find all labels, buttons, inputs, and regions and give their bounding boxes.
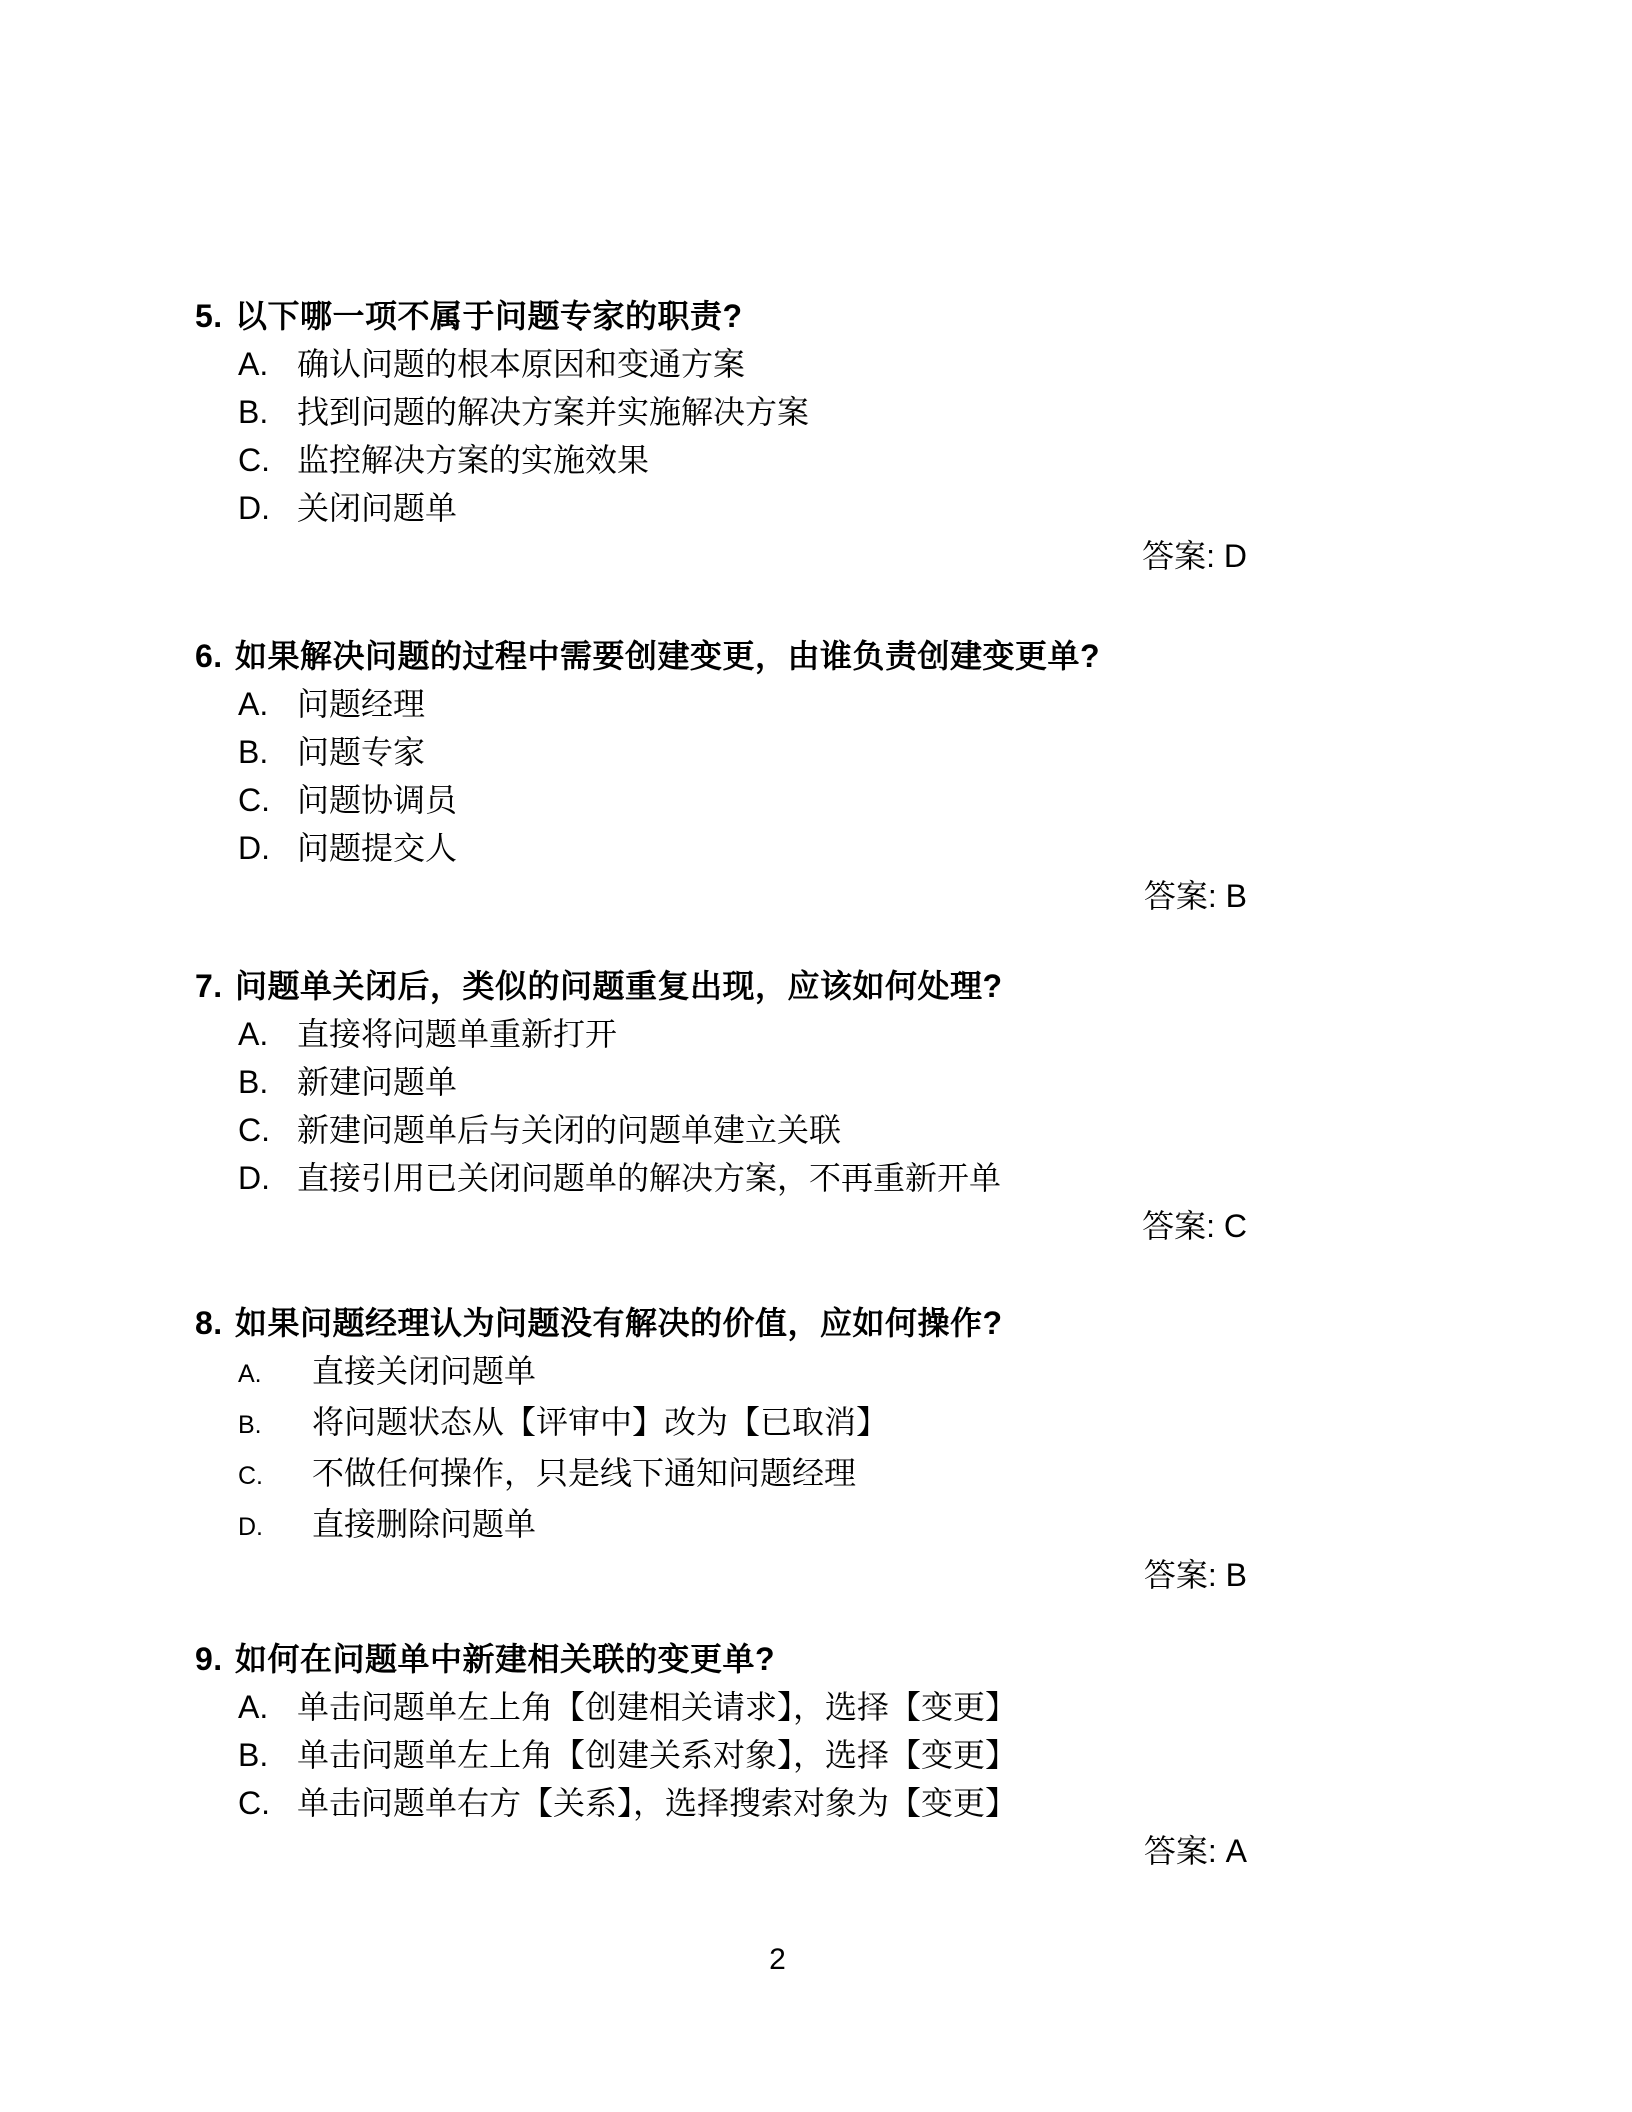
option-text: 问题专家 bbox=[297, 734, 426, 770]
question-title: 以下哪一项不属于问题专家的职责? bbox=[235, 298, 743, 334]
question-9 bbox=[195, 1635, 1247, 1875]
question-title-row bbox=[195, 292, 1247, 340]
option-text: 直接引用已关闭问题单的解决方案，不再重新开单 bbox=[297, 1160, 1002, 1196]
option-letter: D. bbox=[238, 830, 270, 866]
option-d bbox=[195, 1500, 1247, 1551]
option-b bbox=[195, 1398, 1247, 1449]
question-title: 如何在问题单中新建相关联的变更单? bbox=[235, 1641, 776, 1677]
question-number: 6. bbox=[195, 638, 223, 674]
option-a bbox=[195, 1683, 1247, 1731]
option-text: 直接关闭问题单 bbox=[312, 1353, 537, 1389]
option-letter: D. bbox=[238, 1513, 263, 1541]
option-letter: A. bbox=[238, 1689, 269, 1725]
option-letter: D. bbox=[238, 1160, 270, 1196]
option-letter: D. bbox=[238, 490, 270, 526]
option-b bbox=[195, 728, 1247, 776]
question-5 bbox=[195, 292, 1247, 580]
option-c bbox=[195, 1106, 1247, 1154]
option-letter: B. bbox=[238, 394, 269, 430]
option-text: 单击问题单右方【关系】，选择搜索对象为【变更】 bbox=[297, 1785, 1018, 1821]
option-letter: A. bbox=[238, 346, 269, 382]
option-letter: B. bbox=[238, 1411, 262, 1439]
option-letter: B. bbox=[238, 734, 269, 770]
page-number: 2 bbox=[769, 1943, 786, 1976]
question-number: 9. bbox=[195, 1641, 223, 1677]
option-text: 直接删除问题单 bbox=[312, 1506, 537, 1542]
answer-label: 答案: D bbox=[1142, 538, 1247, 574]
answer-label: 答案: C bbox=[1142, 1208, 1247, 1244]
option-text: 单击问题单左上角【创建相关请求】，选择【变更】 bbox=[297, 1689, 1018, 1725]
option-text: 新建问题单 bbox=[297, 1064, 458, 1100]
option-text: 确认问题的根本原因和变通方案 bbox=[297, 346, 746, 382]
question-title-row bbox=[195, 962, 1247, 1010]
option-letter: C. bbox=[238, 1785, 270, 1821]
answer-label: 答案: B bbox=[1143, 878, 1247, 914]
option-letter: C. bbox=[238, 442, 270, 478]
option-d bbox=[195, 824, 1247, 872]
question-6 bbox=[195, 632, 1247, 920]
answer-label: 答案: A bbox=[1143, 1833, 1247, 1869]
question-title-row bbox=[195, 1299, 1247, 1347]
option-letter: A. bbox=[238, 686, 269, 722]
option-letter: B. bbox=[238, 1737, 269, 1773]
option-text: 单击问题单左上角【创建关系对象】，选择【变更】 bbox=[297, 1737, 1018, 1773]
question-title: 如果问题经理认为问题没有解决的价值，应如何操作? bbox=[235, 1305, 1003, 1341]
option-c bbox=[195, 436, 1247, 484]
option-text: 问题经理 bbox=[297, 686, 426, 722]
option-text: 将问题状态从【评审中】改为【已取消】 bbox=[312, 1404, 889, 1440]
option-letter: A. bbox=[238, 1360, 262, 1388]
question-number: 5. bbox=[195, 298, 223, 334]
option-letter: C. bbox=[238, 782, 270, 818]
option-letter: A. bbox=[238, 1016, 269, 1052]
option-text: 直接将问题单重新打开 bbox=[297, 1016, 618, 1052]
question-title-row bbox=[195, 632, 1247, 680]
option-text: 关闭问题单 bbox=[297, 490, 458, 526]
option-letter: C. bbox=[238, 1462, 263, 1490]
answer-label: 答案: B bbox=[1143, 1557, 1247, 1593]
option-b bbox=[195, 388, 1247, 436]
option-a bbox=[195, 1010, 1247, 1058]
question-title-row bbox=[195, 1635, 1247, 1683]
option-a bbox=[195, 340, 1247, 388]
option-text: 不做任何操作，只是线下通知问题经理 bbox=[312, 1455, 857, 1491]
option-d bbox=[195, 1154, 1247, 1202]
option-text: 监控解决方案的实施效果 bbox=[297, 442, 650, 478]
option-c bbox=[195, 776, 1247, 824]
option-c bbox=[195, 1449, 1247, 1500]
option-text: 找到问题的解决方案并实施解决方案 bbox=[297, 394, 810, 430]
option-text: 问题提交人 bbox=[297, 830, 458, 866]
question-8 bbox=[195, 1299, 1247, 1599]
question-number: 7. bbox=[195, 968, 223, 1004]
option-a bbox=[195, 680, 1247, 728]
option-c bbox=[195, 1779, 1247, 1827]
option-a bbox=[195, 1347, 1247, 1398]
option-text: 问题协调员 bbox=[297, 782, 458, 818]
option-text: 新建问题单后与关闭的问题单建立关联 bbox=[297, 1112, 842, 1148]
option-letter: C. bbox=[238, 1112, 270, 1148]
question-number: 8. bbox=[195, 1305, 223, 1341]
question-7 bbox=[195, 962, 1247, 1250]
option-d bbox=[195, 484, 1247, 532]
question-title: 问题单关闭后，类似的问题重复出现，应该如何处理? bbox=[235, 968, 1003, 1004]
option-b bbox=[195, 1731, 1247, 1779]
question-title: 如果解决问题的过程中需要创建变更，由谁负责创建变更单? bbox=[235, 638, 1101, 674]
option-letter: B. bbox=[238, 1064, 269, 1100]
option-b bbox=[195, 1058, 1247, 1106]
